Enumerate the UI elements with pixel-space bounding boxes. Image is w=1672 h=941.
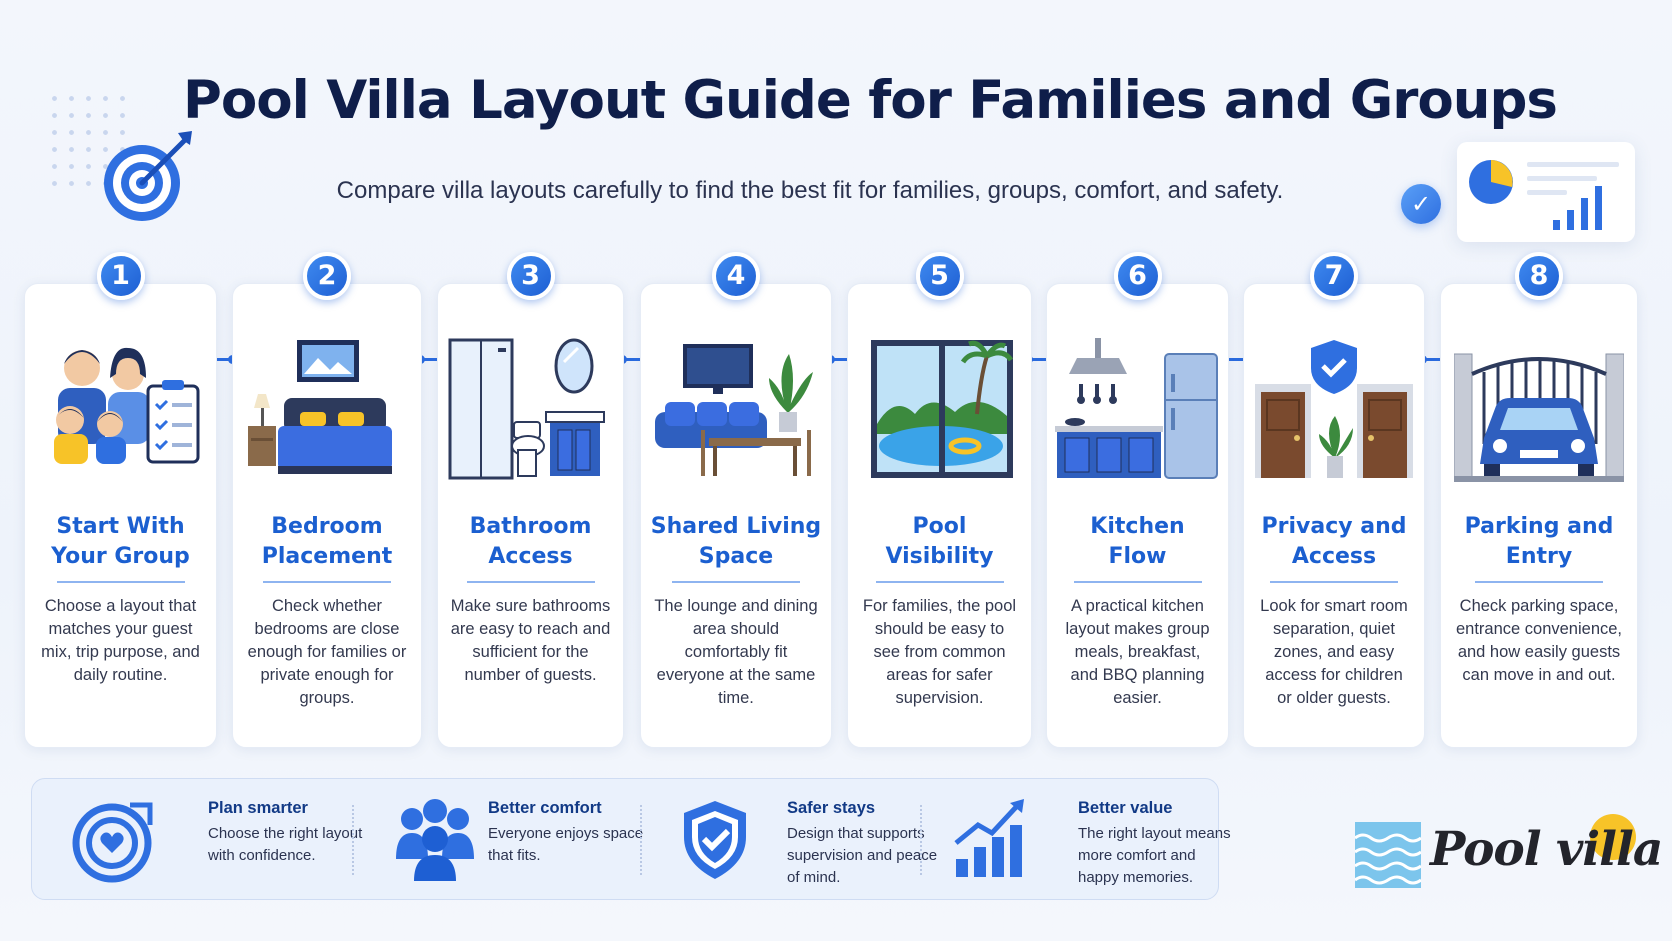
step-description: Check parking space, entrance convenience, and how easily guests can move in and out. [1455, 597, 1623, 684]
benefits-panel [31, 778, 1231, 900]
step-description: A practical kitchen layout makes group meals, breakfast, and BBQ planning easier. [1065, 597, 1210, 707]
benefit-title: Plan smarter [208, 799, 308, 817]
title-divider [672, 581, 800, 583]
dashboard-chart-icon [1457, 142, 1635, 242]
step-title: Privacy and Access [1261, 514, 1407, 569]
target-arrow-icon [100, 125, 200, 225]
benefit-title: Safer stays [787, 799, 876, 817]
step-number: 5 [916, 252, 964, 300]
people-group-icon [392, 797, 478, 883]
divider [640, 805, 642, 875]
waves-logo-icon [1355, 822, 1421, 888]
step-card-group [24, 260, 217, 748]
title-divider [1074, 581, 1202, 583]
benefit-title: Better comfort [488, 799, 602, 817]
step-card-bedroom [232, 260, 422, 748]
doors-shield-icon [1249, 334, 1419, 484]
kitchen-icon [1053, 334, 1223, 484]
step-card-living [640, 260, 832, 748]
pool-window-icon [855, 334, 1025, 484]
title-divider [467, 581, 595, 583]
step-description: For families, the pool should be easy to see from common areas for safer supervision. [862, 597, 1017, 707]
step-card-pool [847, 260, 1032, 748]
car-gate-icon [1454, 334, 1624, 484]
title-divider [876, 581, 1004, 583]
page-title: Pool Villa Layout Guide for Families and Groups [183, 70, 1557, 131]
title-divider [1475, 581, 1603, 583]
steps-row [24, 260, 1638, 748]
benefit-description: Choose the right layout with confidence. [208, 825, 363, 864]
title-divider [1270, 581, 1398, 583]
benefit-description: Design that supports supervision and peace of mind. [787, 825, 938, 886]
step-title: Shared Living Space [650, 514, 822, 569]
step-number: 6 [1114, 252, 1162, 300]
bathroom-icon [446, 334, 616, 484]
benefit-title: Better value [1078, 799, 1173, 817]
step-number: 1 [97, 252, 145, 300]
step-number: 3 [507, 252, 555, 300]
divider [920, 805, 922, 875]
benefit-description: Everyone enjoys space that fits. [488, 825, 644, 864]
living-room-icon [651, 334, 821, 484]
step-title: Start With Your Group [51, 514, 190, 569]
step-description: Choose a layout that matches your guest mix, trip purpose, and daily routine. [41, 597, 200, 684]
step-number: 2 [303, 252, 351, 300]
title-divider [263, 581, 391, 583]
step-card-kitchen [1046, 260, 1229, 748]
target-heart-icon [72, 797, 158, 883]
growth-chart-icon [952, 797, 1038, 883]
benefit-safer-stays [672, 779, 942, 901]
check-icon: ✓ [1401, 184, 1441, 224]
step-title: Kitchen Flow [1090, 514, 1185, 569]
benefit-description: The right layout means more comfort and happy memories. [1078, 825, 1231, 886]
pool-villa-logo [1355, 822, 1663, 894]
step-card-parking [1440, 260, 1638, 748]
step-title: Bathroom Access [469, 514, 592, 569]
shield-check-icon [672, 797, 758, 883]
logo-text: Pool villa [1430, 822, 1663, 877]
step-description: Make sure bathrooms are easy to reach and sufficient for the number of guests. [450, 597, 611, 684]
step-number: 7 [1310, 252, 1358, 300]
step-description: Look for smart room separation, quiet zones, and easy access for children or older guests. [1260, 597, 1408, 707]
title-divider [57, 581, 185, 583]
divider [352, 805, 354, 875]
step-description: The lounge and dining area should comfortably fit everyone at the same time. [654, 597, 818, 707]
step-description: Check whether bedrooms are close enough for families or private enough for groups. [247, 597, 407, 707]
bedroom-icon [242, 334, 412, 484]
family-checklist-icon [36, 334, 206, 484]
step-title: Pool Visibility [885, 514, 994, 569]
benefit-plan-smarter [72, 779, 362, 901]
benefit-better-comfort [392, 779, 652, 901]
step-card-privacy [1243, 260, 1425, 748]
benefit-better-value [952, 779, 1231, 901]
step-number: 4 [712, 252, 760, 300]
page-subtitle: Compare villa layouts carefully to find the best fit for families, groups, comfort, and safety. [336, 177, 1284, 204]
step-title: Parking and Entry [1464, 514, 1614, 569]
step-number: 8 [1515, 252, 1563, 300]
step-title: Bedroom Placement [261, 514, 393, 569]
step-card-bathroom [437, 260, 624, 748]
